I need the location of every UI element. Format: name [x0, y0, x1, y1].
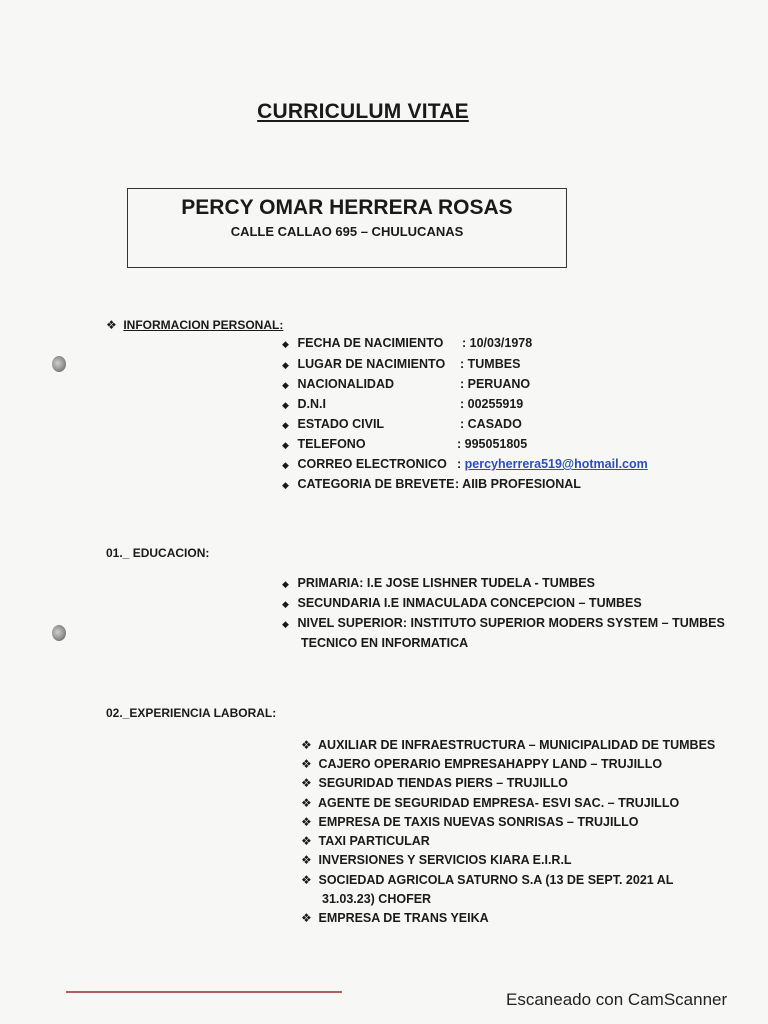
education-item: [282, 616, 725, 630]
experience-item-text: SOCIEDAD AGRICOLA SATURNO S.A (13 DE SEPT. 2021 AL: [318, 873, 674, 887]
four-diamond-bullet-icon: ❖: [301, 815, 312, 829]
personal-item: [282, 397, 524, 411]
experience-item-text: TAXI PARTICULAR: [318, 834, 430, 848]
diamond-bullet-icon: ◆: [282, 460, 289, 470]
education-item-text: PRIMARIA: I.E JOSE LISHNER TUDELA - TUMBES: [297, 576, 595, 590]
personal-item-label: CORREO ELECTRONICO: [297, 457, 447, 471]
signature-scribble: [66, 991, 342, 993]
experience-heading: 02._EXPERIENCIA LABORAL:: [106, 706, 277, 720]
personal-item: [282, 377, 531, 391]
personal-item: [282, 437, 528, 451]
personal-item-value: : PERUANO: [460, 377, 531, 391]
full-name: PERCY OMAR HERRERA ROSAS: [181, 196, 513, 219]
personal-item-label: FECHA DE NACIMIENTO: [297, 336, 444, 350]
document-title: CURRICULUM VITAE: [257, 100, 469, 123]
personal-heading-label: INFORMACION PERSONAL:: [123, 318, 284, 332]
experience-item: [301, 796, 679, 810]
diamond-bullet-icon: ◆: [282, 380, 289, 390]
personal-item-label: ESTADO CIVIL: [297, 417, 385, 431]
experience-item-text: CAJERO OPERARIO EMPRESAHAPPY LAND – TRUJILLO: [318, 757, 663, 771]
personal-item: [282, 457, 648, 471]
four-diamond-bullet-icon: ❖: [301, 776, 312, 790]
four-diamond-bullet-icon: ❖: [301, 853, 312, 867]
experience-item: [301, 834, 430, 848]
email-link[interactable]: percyherrera519@hotmail.com: [464, 457, 648, 471]
personal-item-value: : 00255919: [460, 397, 524, 411]
experience-item-text: AGENTE DE SEGURIDAD EMPRESA- ESVI SAC. – TRUJILLO: [318, 796, 680, 810]
personal-item-label: TELEFONO: [297, 437, 366, 451]
diamond-bullet-icon: ◆: [282, 339, 289, 349]
four-diamond-bullet-icon: ❖: [301, 834, 312, 848]
personal-item: [282, 357, 521, 371]
address: CALLE CALLAO 695 – CHULUCANAS: [230, 224, 464, 239]
personal-item-value: : 10/03/1978: [462, 336, 533, 350]
diamond-bullet-icon: ◆: [282, 579, 289, 589]
education-item: [282, 596, 642, 610]
diamond-bullet-icon: ◆: [282, 360, 289, 370]
personal-item: [282, 477, 581, 491]
four-diamond-bullet-icon: ❖: [301, 873, 312, 887]
experience-item: [301, 757, 662, 771]
personal-item: [282, 417, 522, 431]
personal-item-label: D.N.I: [297, 397, 326, 411]
diamond-bullet-icon: ◆: [282, 619, 289, 629]
diamond-bullet-icon: ◆: [282, 420, 289, 430]
personal-section-heading: [106, 318, 283, 332]
education-item-text: NIVEL SUPERIOR: INSTITUTO SUPERIOR MODERS SYSTEM – TUMBES: [297, 616, 725, 630]
personal-item-value: : CASADO: [460, 417, 522, 431]
four-diamond-bullet-icon: ❖: [301, 757, 312, 771]
experience-item: [301, 815, 638, 829]
experience-item-text: EMPRESA DE TAXIS NUEVAS SONRISAS – TRUJILLO: [318, 815, 639, 829]
experience-item: [301, 853, 572, 867]
personal-item-label: NACIONALIDAD: [297, 377, 395, 391]
experience-item-continuation: 31.03.23) CHOFER: [322, 892, 432, 906]
experience-item: [301, 911, 489, 925]
diamond-bullet-icon: ◆: [282, 599, 289, 609]
experience-item: [301, 738, 715, 752]
diamond-bullet-icon: ◆: [282, 440, 289, 450]
education-heading: 01._ EDUCACION:: [106, 546, 210, 560]
punch-hole-bottom: [52, 625, 66, 641]
four-diamond-bullet-icon: ❖: [106, 318, 117, 332]
diamond-bullet-icon: ◆: [282, 400, 289, 410]
education-item-continuation: TECNICO EN INFORMATICA: [301, 636, 469, 650]
experience-item-text: AUXILIAR DE INFRAESTRUCTURA – MUNICIPALIDAD DE TUMBES: [318, 738, 716, 752]
experience-item-text: SEGURIDAD TIENDAS PIERS – TRUJILLO: [318, 776, 568, 790]
personal-item-value: : 995051805: [457, 437, 528, 451]
personal-item-value: : TUMBES: [460, 357, 521, 371]
education-item-text: SECUNDARIA I.E INMACULADA CONCEPCION – TUMBES: [297, 596, 642, 610]
education-item: [282, 576, 595, 590]
personal-item-value: : AIIB PROFESIONAL: [455, 477, 581, 491]
experience-item: [301, 776, 568, 790]
personal-item-value: [457, 457, 648, 471]
email-prefix: :: [457, 457, 465, 471]
camscanner-watermark: Escaneado con CamScanner: [506, 990, 728, 1009]
four-diamond-bullet-icon: ❖: [301, 738, 312, 752]
experience-item-text: INVERSIONES Y SERVICIOS KIARA E.I.R.L: [318, 853, 572, 867]
personal-item: [282, 336, 533, 350]
personal-item-label: LUGAR DE NACIMIENTO: [297, 357, 446, 371]
four-diamond-bullet-icon: ❖: [301, 911, 312, 925]
personal-item-label: CATEGORIA DE BREVETE: [297, 477, 455, 491]
experience-item-text: EMPRESA DE TRANS YEIKA: [318, 911, 489, 925]
diamond-bullet-icon: ◆: [282, 480, 289, 490]
four-diamond-bullet-icon: ❖: [301, 796, 312, 810]
experience-item: [301, 873, 673, 887]
punch-hole-top: [52, 356, 66, 372]
